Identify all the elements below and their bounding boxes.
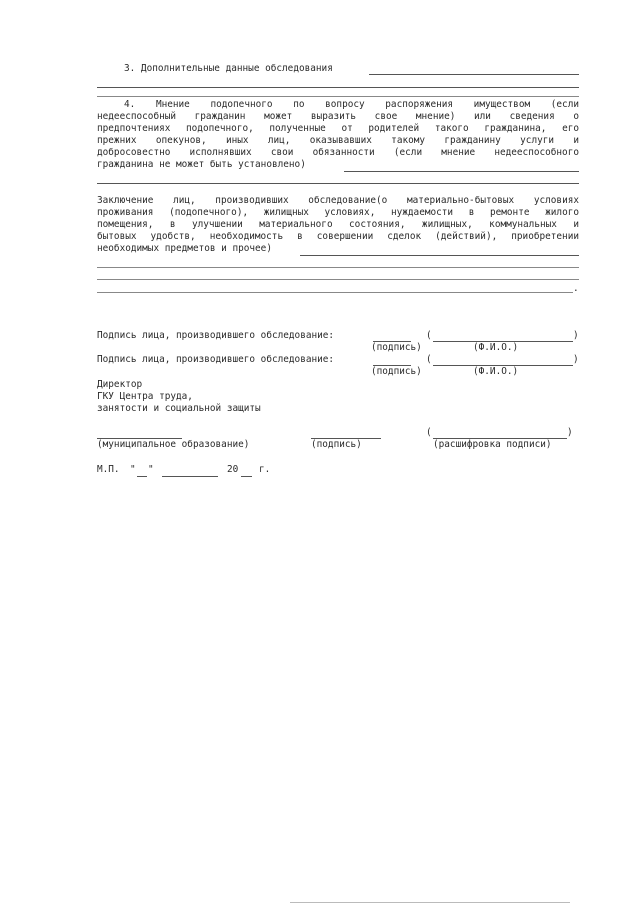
section3-text: 3. Дополнительные данные обследования [124, 63, 333, 74]
date-month-field[interactable] [162, 476, 218, 477]
section4-line-6: гражданина не может быть установлено) [97, 159, 306, 170]
section4-line-4: прежних опекунов, иных лиц, оказывавших такому гражданину услуги и [97, 135, 579, 146]
section3-line-3[interactable] [97, 96, 579, 97]
conclusion-line-extra-1[interactable] [97, 267, 579, 268]
section4-input-line[interactable] [344, 171, 579, 172]
signature-2-paren-close: ) [573, 354, 579, 365]
conclusion-line-extra-2[interactable] [97, 279, 579, 280]
caption-director-sign: (подпись) [311, 439, 362, 450]
signature-1-paren-close: ) [573, 330, 579, 341]
director-paren-open: ( [426, 427, 432, 438]
date-year-suffix: г. [259, 464, 271, 475]
section3-input-line[interactable] [369, 74, 579, 75]
date-year-field[interactable] [241, 476, 252, 477]
date-quote-close: " [148, 464, 154, 475]
signature-1-caption-sign: (подпись) [371, 342, 422, 353]
section4-line-extra[interactable] [97, 183, 579, 184]
section4-line-5: добросовестно исполнявших свои обязанности (если мнение недееспособного [97, 147, 579, 158]
section3-line-2[interactable] [97, 87, 579, 88]
conclusion-input-line[interactable] [300, 255, 579, 256]
signature-1-paren-open: ( [426, 330, 432, 341]
director-line-1: Директор [97, 379, 143, 390]
conclusion-line-4: бытовых удобств, необходимость в совершении сделок (действий), приобретении [97, 231, 579, 242]
signature-2-paren-open: ( [426, 354, 432, 365]
stamp-mp: М.П. [97, 464, 120, 475]
section4-line-2: недееспособный гражданин может выразить свое мнение) или сведения о [97, 111, 579, 122]
director-paren-close: ) [567, 427, 573, 438]
conclusion-line-extra-3[interactable] [97, 292, 573, 293]
conclusion-end-dot: . [573, 283, 579, 294]
date-quote-open: " [130, 464, 136, 475]
conclusion-line-5: необходимых предметов и прочее) [97, 243, 272, 254]
director-line-2: ГКУ Центра труда, [97, 391, 193, 402]
signature-2-caption-name: (Ф.И.О.) [473, 366, 519, 377]
caption-municipality: (муниципальное образование) [97, 439, 250, 450]
date-year-prefix: 20 [227, 464, 239, 475]
signature-2-caption-sign: (подпись) [371, 366, 422, 377]
section4-line-1: 4. Мнение подопечного по вопросу распоряжения имуществом (если [124, 99, 579, 110]
date-day-field[interactable] [137, 476, 147, 477]
signature-1-label: Подпись лица, производившего обследование: [97, 330, 335, 341]
scan-artifact-line [290, 902, 570, 903]
signature-1-caption-name: (Ф.И.О.) [473, 342, 519, 353]
conclusion-line-2: проживания (подопечного), жилищных условиях, нуждаемости в ремонте жилого [97, 207, 579, 218]
caption-decode: (расшифровка подписи) [433, 439, 552, 450]
signature-2-label: Подпись лица, производившего обследование: [97, 354, 335, 365]
conclusion-line-3: помещения, в улучшении материального состояния, жилищных, коммунальных и [97, 219, 579, 230]
section4-line-3: предпочтениях подопечного, полученные от родителей такого гражданина, его [97, 123, 579, 134]
director-line-3: занятости и социальной защиты [97, 403, 261, 414]
conclusion-line-1: Заключение лиц, производивших обследование(о материально-бытовых условиях [97, 195, 579, 206]
